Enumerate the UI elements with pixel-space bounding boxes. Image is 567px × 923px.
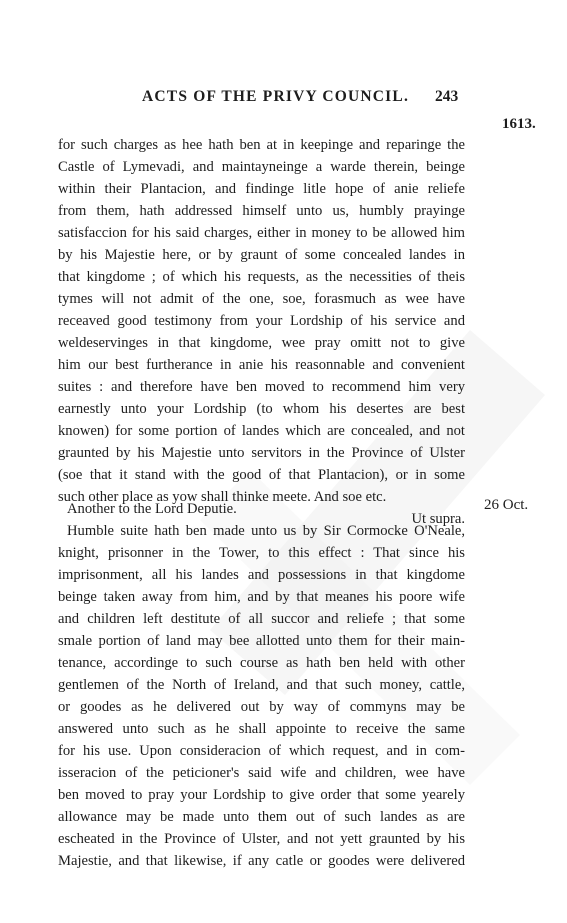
closing-formula: Ut supra. xyxy=(411,511,465,527)
text-line: knowen) for some portion of landes which are concealed, and not xyxy=(58,423,465,439)
text-line: tenance, accordinge to such course as hath ben held with other xyxy=(58,655,465,671)
margin-year: 1613. xyxy=(502,116,536,132)
text-line: isseracion of the peticioner's said wife and children, wee have xyxy=(58,765,465,781)
text-line: within their Plantacion, and findinge litle hope of anie reliefe xyxy=(58,181,465,197)
text-line: that kingdome ; of which his requests, as the necessities of theis xyxy=(58,269,465,285)
text-line: receaved good testimony from your Lordship of his service and xyxy=(58,313,465,329)
text-line: knight, prisonner in the Tower, to this effect : That since his xyxy=(58,545,465,561)
text-line: beinge taken away from him, and by that meanes his poore wife xyxy=(58,589,465,605)
text-line: allowance may be made unto them out of such landes as are xyxy=(58,809,465,825)
letter-heading: Another to the Lord Deputie. xyxy=(67,501,237,517)
text-line: or goodes as he delivered out by way of commyns may be xyxy=(58,699,465,715)
text-line: him our best furtherance in anie his reasonnable and convenient xyxy=(58,357,465,373)
text-line: gentlemen of the North of Ireland, and that such money, cattle, xyxy=(58,677,465,693)
text-line: tymes will not admit of the one, soe, forasmuch as wee have xyxy=(58,291,465,307)
text-line: suites : and therefore have ben moved to recommend him very xyxy=(58,379,465,395)
text-line: Castle of Lymevadi, and maintayneinge a warde therein, beinge xyxy=(58,159,465,175)
text-line: smale portion of land may bee allotted unto them for their main- xyxy=(58,633,465,649)
text-line: satisfaccion for his said charges, either in money to be allowed him xyxy=(58,225,465,241)
text-line: and children left destitute of all succor and reliefe ; that some xyxy=(58,611,465,627)
text-line: imprisonment, all his landes and possessions in that kingdome xyxy=(58,567,465,583)
text-line: from them, hath addressed himself unto us, humbly prayinge xyxy=(58,203,465,219)
text-line: for such charges as hee hath ben at in keepinge and reparinge the xyxy=(58,137,465,153)
page-header xyxy=(0,88,567,112)
text-line: for his use. Upon consideracion of which request, and in com- xyxy=(58,743,465,759)
text-line: escheated in the Province of Ulster, and not yett graunted by his xyxy=(58,831,465,847)
text-line: by his Majestie here, or by graunt of some concealed landes in xyxy=(58,247,465,263)
text-line: earnestly unto your Lordship (to whom his desertes are best xyxy=(58,401,465,417)
page-number: 243 xyxy=(435,88,459,105)
letter-continuation xyxy=(58,134,465,530)
text-line: answered unto such as he shall appointe to receive the same xyxy=(58,721,465,737)
text-line: ben moved to pray your Lordship to give order that some yearely xyxy=(58,787,465,803)
text-line: Humble suite hath ben made unto us by Sir Cormocke O'Neale, xyxy=(67,523,465,539)
running-title: ACTS OF THE PRIVY COUNCIL. xyxy=(142,88,410,105)
text-line: (soe that it stand with the good of that Plantacion), or in some xyxy=(58,467,465,483)
text-line: Majestie, and that likewise, if any catle or goodes were delivered xyxy=(58,853,465,869)
text-line: such other place as yow shall thinke meete. And soe etc. xyxy=(58,489,387,505)
margin-date: 26 Oct. xyxy=(484,497,529,513)
text-line: weldeservinges in that kingdome, wee pray omitt not to give xyxy=(58,335,465,351)
text-line: graunted by his Majestie unto servitors in the Province of Ulster xyxy=(58,445,465,461)
letter-another xyxy=(58,498,465,872)
